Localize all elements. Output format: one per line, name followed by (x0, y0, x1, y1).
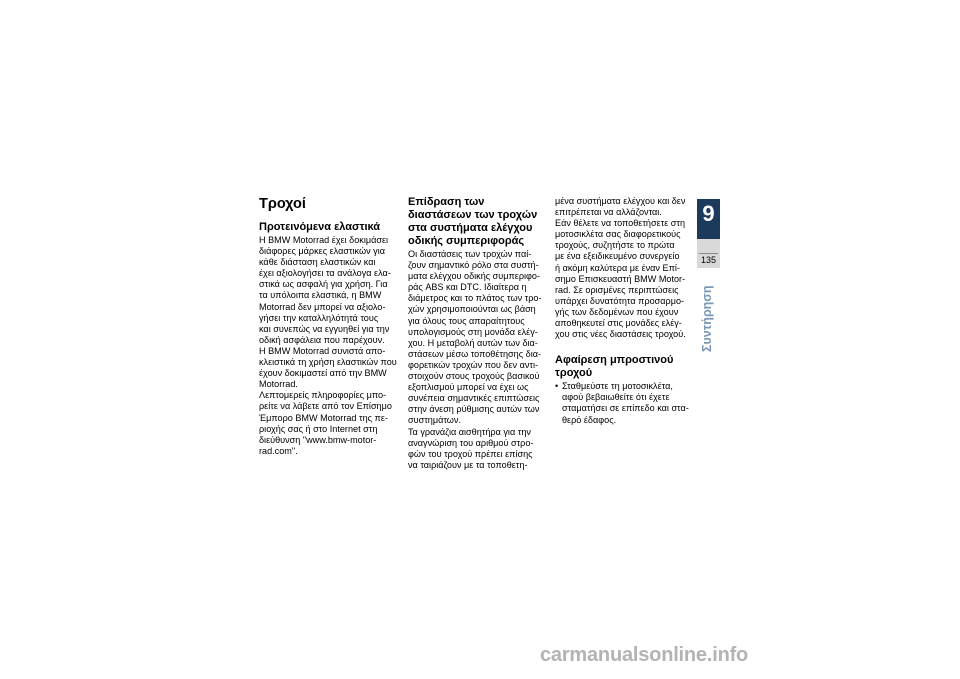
chapter-title: Συντήρηση (700, 285, 714, 352)
text-line: διάφορες μάρκες ελαστικών για (259, 246, 385, 257)
heading-line: τροχού (555, 367, 593, 380)
text-line: και συνεπώς να εγγυηθεί για την (259, 323, 390, 334)
text-line: έχουν δοκιμαστεί από την BMW (259, 368, 387, 379)
text-line: εξοπλισμού μπορεί να έχει ως (408, 382, 529, 393)
text-line: ριοχής σας ή στο Internet στη (259, 423, 378, 434)
heading-line: Επίδραση των (408, 196, 485, 208)
text-line: συστημάτων. (408, 415, 461, 426)
column-3 (555, 196, 697, 426)
page-number: 135 (700, 255, 717, 265)
text-line: ματα ελέγχου οδικής συμπεριφο- (408, 271, 541, 282)
text-line: έχει αξιολογήσει τα ανάλογα ελα- (259, 268, 391, 279)
subsection-heading (555, 354, 697, 380)
text-line: ρείτε να λάβετε από τον Επίσημο (259, 401, 392, 412)
text-line: Εάν θέλετε να τοποθετήσετε στη (555, 218, 686, 229)
text-line: κάθε διάσταση ελαστικών και (259, 257, 376, 268)
paragraph-recommended-tyres (259, 235, 401, 457)
text-line: στικά ως ασφαλή για χρήση. Για (259, 279, 388, 290)
heading-line: διαστάσεων των τροχών (408, 209, 538, 221)
text-line: Οι διαστάσεις των τροχών παί- (408, 249, 532, 259)
text-line: οδική ασφάλεια που παρέχουν. (259, 334, 385, 345)
text-line: rad. Σε ορισμένες περιπτώσεις (555, 284, 679, 295)
text-line: τροχούς, συζητήστε το πρώτα (555, 240, 675, 251)
subsection-heading: Προτεινόμενα ελαστικά (259, 221, 381, 233)
text-line: φορετικών τροχών που δεν αντι- (408, 359, 539, 370)
text-line: σημο Επισκευαστή BMW Motor- (555, 273, 686, 284)
text-line: χου στις νέες διαστάσεις τροχού. (555, 329, 686, 340)
text-line: κλειστικά τη χρήση ελαστικών που (259, 357, 397, 368)
text-line: υπολογισμούς στη μονάδα ελέγ- (408, 326, 538, 337)
text-line: ράς ABS και DTC. Ιδιαίτερα η (408, 282, 527, 293)
text-line: Τα γρανάζια αισθητήρα για την (408, 426, 531, 437)
text-line: τα υπόλοιπα ελαστικά, η BMW (259, 290, 382, 301)
subsection-heading (408, 196, 550, 248)
paragraph-wheel-dimensions (408, 249, 550, 471)
text-line: γήσει την καταλληλότητά τους (259, 312, 379, 323)
bullet-item (555, 381, 697, 425)
text-line: φών του τροχού πρέπει επίσης (408, 448, 533, 459)
watermark: carmanualsonline.info (540, 644, 749, 666)
text-line: θερό έδαφος. (562, 414, 617, 425)
paragraph-continued (555, 196, 697, 340)
text-line: στοιχούν στους τροχούς βασικού (408, 371, 540, 382)
text-line: ζουν σημαντικό ρόλο στα συστή- (408, 260, 539, 271)
text-line: ή ακόμη καλύτερα με έναν Επί- (555, 262, 680, 273)
text-line: Έμπορο BMW Motorrad της πε- (259, 412, 388, 423)
text-line: μοτοσικλέτα σας διαφορετικούς (555, 229, 681, 240)
text-line: διεύθυνση "www.bmw-motor- (259, 434, 377, 445)
heading-line: οδικής συμπεριφοράς (408, 235, 525, 247)
text-line: αφού βεβαιωθείτε ότι έχετε (562, 392, 670, 403)
text-line: Σταθμεύστε τη μοτοσικλέτα, (562, 381, 673, 392)
section-title: Τροχοί (259, 196, 306, 212)
text-line: στάσεων μέσω τοποθέτησης δια- (408, 348, 542, 359)
text-line: επιτρέπεται να αλλάζονται. (555, 207, 662, 218)
text-line: Η BMW Motorrad συνιστά απο- (259, 345, 386, 356)
heading-line: στα συστήματα ελέγχου (408, 222, 533, 234)
chapter-tab (697, 199, 720, 268)
text-line: στην άνεση ρύθμισης αυτών των (408, 404, 540, 415)
column-2 (408, 196, 550, 471)
text-line: υπάρχει δυνατότητα προσαρμο- (555, 295, 685, 306)
text-line: χών χρησιμοποιούνται ως βάση (408, 304, 536, 315)
text-line: με ένα εξειδικευμένο συνεργείο (555, 251, 680, 262)
chapter-number: 9 (697, 199, 720, 239)
heading-line: Αφαίρεση μπροστινού (555, 354, 674, 367)
text-line: να ταιριάζουν με τα τοποθετη- (408, 459, 528, 470)
text-line: Λεπτομερείς πληροφορίες μπο- (259, 390, 387, 401)
tab-divider (699, 253, 718, 254)
text-line: αναγνώριση του αριθμού στρο- (408, 437, 534, 448)
text-line: Η BMW Motorrad έχει δοκιμάσει (259, 235, 389, 245)
text-line: Motorrad δεν μπορεί να αξιολο- (259, 301, 386, 312)
text-line: γής των δεδομένων που έχουν (555, 306, 679, 317)
text-line: rad.com". (259, 445, 298, 456)
text-line: χου. Η μεταβολή αυτών των δια- (408, 337, 538, 348)
bullet-dot: • (555, 381, 559, 392)
text-line: Motorrad. (259, 379, 298, 390)
text-line: διάμετρος και το πλάτος των τρο- (408, 293, 542, 304)
column-1 (259, 196, 401, 457)
text-line: αποθηκευτεί στις μονάδες ελέγ- (555, 318, 682, 329)
text-line: συνέπεια σημαντικές επιπτώσεις (408, 393, 540, 404)
text-line: σταματήσει σε επίπεδο και στα- (562, 403, 689, 414)
text-line: μένα συστήματα ελέγχου και δεν (555, 196, 686, 206)
text-line: για όλους τους απαραίτητους (408, 315, 525, 326)
